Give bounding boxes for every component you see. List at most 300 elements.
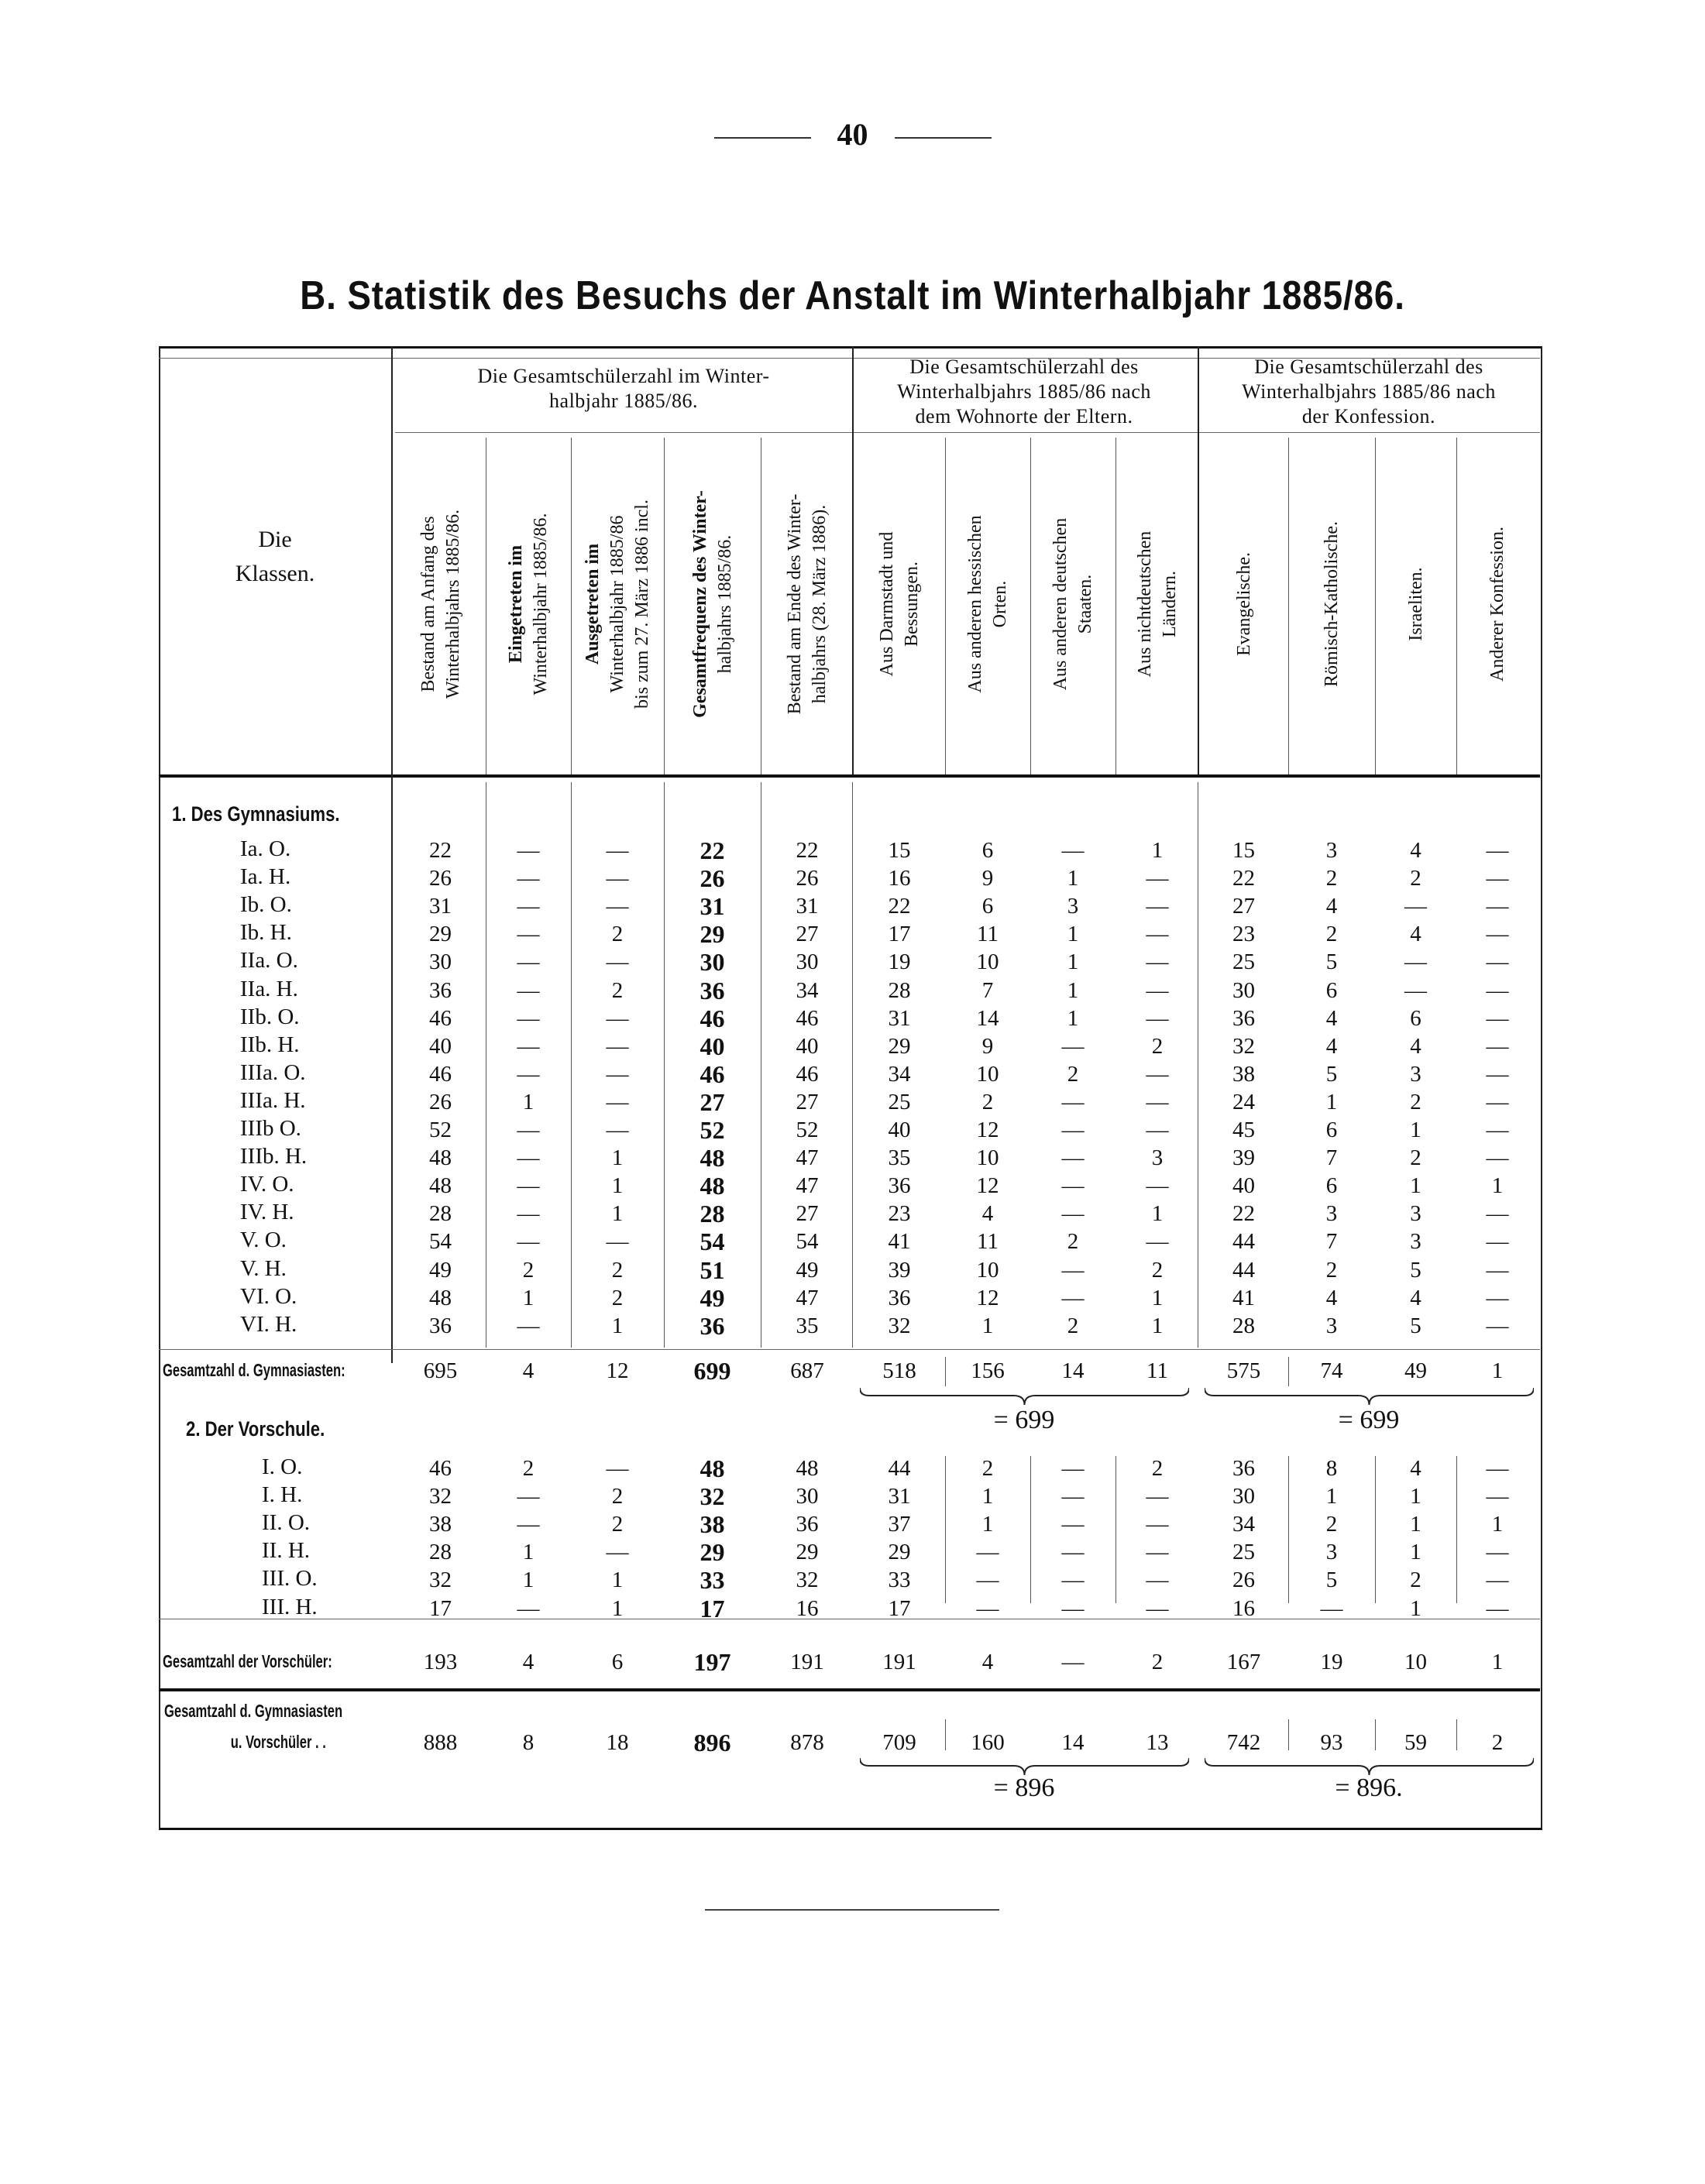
gym-total-cell: 49 bbox=[1404, 1358, 1427, 1383]
gym-row-cell: 36 bbox=[700, 976, 725, 1004]
gym-row-cell: 1 bbox=[522, 1089, 535, 1114]
column-header-12 bbox=[1404, 567, 1428, 640]
gym-row-cell: 4 bbox=[1410, 1033, 1421, 1059]
gym-row-cell: 6 bbox=[1410, 1005, 1421, 1031]
gym-row-cell: 36 bbox=[429, 1313, 452, 1338]
gym-row-cell: 31 bbox=[888, 1005, 911, 1031]
gym-row-cell: — bbox=[1486, 977, 1509, 1003]
gym-row-cell: 4 bbox=[1325, 1033, 1338, 1059]
gym-row-cell: 29 bbox=[700, 920, 725, 949]
column-header-line: Aus Darmstadt und bbox=[877, 531, 897, 677]
gym-row-cell: 27 bbox=[796, 1201, 819, 1227]
gym-row-cell: 25 bbox=[1232, 949, 1255, 975]
gym-row-cell: 48 bbox=[429, 1173, 452, 1199]
vor-total-label: Gesamtzahl der Vorschüler: bbox=[163, 1651, 332, 1671]
gym-row-cell: — bbox=[1146, 894, 1169, 919]
vor-total-cell: — bbox=[1061, 1650, 1085, 1674]
class-label: Ib. O. bbox=[240, 892, 292, 918]
gym-row-cell: 46 bbox=[429, 1061, 452, 1087]
gym-row-cell: 15 bbox=[888, 838, 911, 863]
gym-row-cell: — bbox=[517, 1005, 540, 1031]
class-label: VI. O. bbox=[240, 1283, 297, 1309]
column-header-11 bbox=[1319, 521, 1344, 687]
gym-row-cell: 36 bbox=[1232, 1005, 1255, 1031]
gym-row-cell: 30 bbox=[700, 948, 725, 977]
gym-row-cell: 6 bbox=[981, 894, 994, 919]
column-header-line: Ausgetreten im bbox=[583, 543, 603, 665]
gym-row-cell: 4 bbox=[981, 1201, 994, 1227]
gym-total-cell: 11 bbox=[1146, 1358, 1168, 1383]
klassen-header-line: Klassen. bbox=[235, 561, 315, 586]
vor-total-cell: 10 bbox=[1404, 1650, 1427, 1674]
vor-row-cell: 33 bbox=[888, 1568, 911, 1593]
gym-row-cell: — bbox=[1061, 1201, 1085, 1227]
gym-row-cell: 40 bbox=[1232, 1173, 1255, 1199]
gym-row-cell: 6 bbox=[1325, 1118, 1338, 1142]
gym-row-cell: 29 bbox=[429, 922, 452, 947]
gym-row-cell: 26 bbox=[429, 1089, 452, 1114]
gym-row-cell: 1 bbox=[1151, 1285, 1164, 1310]
class-label: V. H. bbox=[240, 1255, 287, 1281]
gym-row-cell: — bbox=[517, 1229, 540, 1255]
gym-row-cell: 10 bbox=[976, 1257, 999, 1283]
gym-row-cell: 15 bbox=[1232, 838, 1255, 863]
gym-row-cell: 40 bbox=[796, 1033, 819, 1059]
vor-row-cell: — bbox=[1486, 1456, 1509, 1481]
gym-row-cell: — bbox=[1486, 949, 1509, 975]
gym-row-cell: 1 bbox=[981, 1313, 994, 1338]
gym-row-cell: — bbox=[517, 922, 540, 947]
gym-row-cell: 40 bbox=[700, 1032, 725, 1060]
gym-row-cell: — bbox=[517, 949, 540, 975]
gym-row-cell: 4 bbox=[1410, 1285, 1421, 1310]
vor-row-cell: — bbox=[1061, 1456, 1085, 1481]
gym-row-cell: 4 bbox=[1325, 1285, 1338, 1310]
column-rule bbox=[571, 782, 572, 1348]
gym-row-cell: 1 bbox=[1067, 1005, 1079, 1031]
gym-row-cell: 49 bbox=[796, 1257, 819, 1283]
gym-row-cell: 2 bbox=[1325, 866, 1338, 891]
gym-row-cell: 1 bbox=[1067, 949, 1079, 975]
vor-row-cell: 1 bbox=[981, 1484, 994, 1509]
gym-row-cell: 27 bbox=[1232, 894, 1255, 919]
gym-row-cell: 38 bbox=[1232, 1061, 1255, 1087]
gym-row-cell: 2 bbox=[1325, 922, 1338, 947]
class-label: IIb. O. bbox=[240, 1004, 300, 1029]
gym-row-cell: 1 bbox=[1067, 866, 1079, 891]
grand-total-cell: 13 bbox=[1146, 1730, 1169, 1755]
gym-row-cell: 36 bbox=[888, 1173, 911, 1199]
gym-row-cell: — bbox=[1146, 1173, 1169, 1199]
column-header-line: halbjahrs 1885/86. bbox=[714, 534, 735, 674]
vor-row-cell: 26 bbox=[1232, 1568, 1255, 1593]
gym-row-cell: 1 bbox=[1491, 1173, 1504, 1199]
column-rule bbox=[1030, 438, 1031, 774]
column-header-line: Winterhalbjahr 1885/86 bbox=[607, 515, 627, 693]
gym-row-cell: — bbox=[1146, 1089, 1169, 1114]
gym-row-cell: 1 bbox=[1151, 838, 1164, 863]
gym-row-cell: 28 bbox=[1232, 1313, 1255, 1338]
gym-row-cell: 2 bbox=[1151, 1257, 1164, 1283]
grand-total-cell: 93 bbox=[1320, 1730, 1343, 1755]
gym-row-cell: 24 bbox=[1232, 1089, 1255, 1114]
gym-row-cell: 22 bbox=[429, 838, 452, 863]
vor-row-cell: 8 bbox=[1325, 1456, 1338, 1481]
grand-total-cell: 896 bbox=[693, 1729, 731, 1756]
group-header-line: Die Gesamtschülerzahl des bbox=[909, 355, 1139, 378]
gym-row-cell: — bbox=[1486, 1089, 1509, 1114]
gym-total-cell: 695 bbox=[423, 1358, 458, 1383]
gym-row-cell: 4 bbox=[1325, 894, 1338, 919]
gym-row-cell: — bbox=[1146, 1118, 1169, 1142]
vor-total-cell: 167 bbox=[1226, 1650, 1261, 1674]
vor-row-cell: 5 bbox=[1325, 1568, 1338, 1593]
gym-row-cell: 30 bbox=[429, 949, 452, 975]
gym-row-cell: 2 bbox=[1067, 1313, 1079, 1338]
vor-row-cell: 1 bbox=[1325, 1484, 1338, 1509]
column-header-line: bis zum 27. März 1886 incl. bbox=[632, 500, 652, 709]
vor-row-cell: 1 bbox=[522, 1540, 535, 1565]
gym-row-cell: — bbox=[517, 838, 540, 863]
group-header-line: halbjahr 1885/86. bbox=[549, 390, 698, 412]
gym-row-cell: 17 bbox=[888, 922, 911, 947]
gym-wohnort-sum: = 699 bbox=[993, 1406, 1055, 1434]
gym-row-cell: — bbox=[1486, 1313, 1509, 1338]
vor-row-cell: 2 bbox=[522, 1456, 535, 1481]
vor-row-cell: 34 bbox=[1232, 1512, 1255, 1537]
vor-row-cell: 4 bbox=[1410, 1456, 1421, 1481]
vor-row-cell: 1 bbox=[611, 1595, 624, 1621]
column-header-line: halbjahrs (28. März 1886). bbox=[810, 504, 830, 704]
section-vorschule-heading: 2. Der Vorschule. bbox=[186, 1417, 325, 1441]
grand-wohnort-sum: = 896 bbox=[993, 1774, 1055, 1802]
gym-row-cell: 22 bbox=[888, 894, 911, 919]
vor-row-cell: 2 bbox=[981, 1456, 994, 1481]
vor-row-cell: 1 bbox=[1410, 1540, 1421, 1565]
gym-konfession-brace bbox=[1205, 1386, 1534, 1406]
column-header-13 bbox=[1485, 527, 1510, 682]
gym-row-cell: 52 bbox=[429, 1118, 452, 1142]
gym-row-cell: — bbox=[517, 894, 540, 919]
column-rule bbox=[852, 782, 853, 1348]
gym-row-cell: 52 bbox=[700, 1116, 725, 1144]
gym-row-cell: 5 bbox=[1325, 1061, 1338, 1087]
column-header-line: Ländern. bbox=[1160, 571, 1180, 637]
vor-row-cell: 17 bbox=[429, 1595, 452, 1621]
vor-total-cell: 4 bbox=[981, 1650, 994, 1674]
gym-total-cell: 1 bbox=[1491, 1358, 1504, 1383]
class-label: Ia. O. bbox=[240, 836, 291, 861]
gym-row-cell: 49 bbox=[700, 1283, 725, 1312]
vor-row-cell: — bbox=[1061, 1484, 1085, 1509]
column-header-line: Gesamtfrequenz des Winter- bbox=[689, 490, 710, 718]
gym-row-cell: — bbox=[606, 894, 629, 919]
gym-row-cell: 3 bbox=[1410, 1201, 1421, 1227]
gym-row-cell: 9 bbox=[981, 1033, 994, 1059]
gym-row-cell: 26 bbox=[700, 864, 725, 893]
gym-row-cell: — bbox=[1486, 922, 1509, 947]
gym-row-cell: — bbox=[1061, 1118, 1085, 1142]
vor-row-cell: 32 bbox=[429, 1484, 452, 1509]
gym-row-cell: 22 bbox=[796, 838, 819, 863]
klassen-header bbox=[159, 523, 391, 591]
gym-row-cell: 51 bbox=[700, 1255, 725, 1284]
grand-total-cell: 160 bbox=[971, 1730, 1005, 1755]
vor-row-cell: — bbox=[976, 1568, 999, 1593]
gym-row-cell: — bbox=[517, 1313, 540, 1338]
class-label: VI. H. bbox=[240, 1311, 297, 1337]
vor-row-cell: 2 bbox=[1410, 1568, 1421, 1593]
gym-row-cell: 41 bbox=[1232, 1285, 1255, 1310]
gym-row-cell: 1 bbox=[1325, 1089, 1338, 1114]
gym-row-cell: 48 bbox=[700, 1144, 725, 1173]
column-header-line: Anderer Konfession. bbox=[1487, 527, 1507, 682]
gym-row-cell: 27 bbox=[796, 922, 819, 947]
vor-row-cell: — bbox=[1320, 1595, 1343, 1621]
gym-row-cell: 22 bbox=[1232, 866, 1255, 891]
gym-row-cell: — bbox=[517, 1201, 540, 1227]
gym-row-cell: 2 bbox=[611, 1285, 624, 1310]
column-rule bbox=[1375, 438, 1376, 774]
grand-total-cell: 878 bbox=[790, 1730, 824, 1755]
gym-row-cell: 23 bbox=[1232, 922, 1255, 947]
vor-row-cell: 38 bbox=[429, 1512, 452, 1537]
class-label: III. O. bbox=[262, 1566, 318, 1592]
gym-row-cell: — bbox=[606, 1229, 629, 1255]
gym-row-cell: — bbox=[1146, 1005, 1169, 1031]
vor-row-cell: — bbox=[1486, 1595, 1509, 1621]
vor-row-cell: — bbox=[1146, 1595, 1169, 1621]
gym-row-cell: — bbox=[1404, 894, 1427, 919]
gym-row-cell: 9 bbox=[981, 866, 994, 891]
vor-row-cell: — bbox=[1486, 1568, 1509, 1593]
column-header-1 bbox=[416, 510, 466, 699]
gym-total-cell: 575 bbox=[1226, 1358, 1261, 1383]
vor-row-cell: 1 bbox=[981, 1512, 994, 1537]
gym-row-cell: 28 bbox=[888, 977, 911, 1003]
group-header-line: Winterhalbjahrs 1885/86 nach bbox=[897, 380, 1151, 403]
group-header-line: Winterhalbjahrs 1885/86 nach bbox=[1242, 380, 1496, 403]
vor-row-cell: — bbox=[1061, 1568, 1085, 1593]
gym-row-cell: 1 bbox=[1410, 1173, 1421, 1199]
column-header-line: Evangelische. bbox=[1233, 552, 1254, 656]
vor-row-cell: 29 bbox=[796, 1540, 819, 1565]
column-rule bbox=[1456, 438, 1457, 774]
gym-row-cell: 30 bbox=[796, 949, 819, 975]
vor-row-cell: 17 bbox=[888, 1595, 911, 1621]
gym-row-cell: 35 bbox=[796, 1313, 819, 1338]
gym-row-cell: 48 bbox=[429, 1285, 452, 1310]
column-header-line: Aus anderen hessischen bbox=[965, 515, 985, 693]
gym-total-cell: 518 bbox=[882, 1358, 916, 1383]
class-label: IV. O. bbox=[240, 1172, 294, 1197]
gym-row-cell: — bbox=[606, 866, 629, 891]
gym-row-cell: — bbox=[1146, 1229, 1169, 1255]
gym-row-cell: 12 bbox=[976, 1285, 999, 1310]
column-header-line: Eingetreten im bbox=[506, 544, 526, 664]
gym-row-cell: 1 bbox=[1151, 1313, 1164, 1338]
gym-row-cell: 35 bbox=[888, 1145, 911, 1171]
gym-row-cell: 28 bbox=[429, 1201, 452, 1227]
gym-row-cell: — bbox=[606, 1005, 629, 1031]
grand-total-label: u. Vorschüler . . bbox=[230, 1732, 326, 1752]
grand-total-cell: 888 bbox=[423, 1730, 458, 1755]
vor-total-cell: 2 bbox=[1151, 1650, 1164, 1674]
gym-row-cell: 54 bbox=[700, 1228, 725, 1256]
vor-row-cell: 1 bbox=[1410, 1512, 1421, 1537]
vor-row-cell: — bbox=[1486, 1484, 1509, 1509]
gym-total-cell: 74 bbox=[1320, 1358, 1343, 1383]
vor-row-cell: 36 bbox=[1232, 1456, 1255, 1481]
gym-row-cell: 1 bbox=[1067, 922, 1079, 947]
gym-row-cell: 36 bbox=[429, 977, 452, 1003]
grand-total-top-rule bbox=[159, 1688, 1540, 1691]
page-title: B. Statistik des Besuchs der Anstalt im Winterhalbjahr 1885/86. bbox=[300, 273, 1405, 318]
gym-row-cell: 31 bbox=[796, 894, 819, 919]
class-label: IIIa. O. bbox=[240, 1059, 306, 1085]
column-header-line: Orten. bbox=[990, 580, 1010, 628]
vor-row-cell: 1 bbox=[611, 1568, 624, 1593]
gym-row-cell: — bbox=[1486, 894, 1509, 919]
class-label: III. H. bbox=[262, 1594, 318, 1619]
gym-row-cell: 27 bbox=[796, 1089, 819, 1114]
gym-total-cell: 687 bbox=[790, 1358, 824, 1383]
class-label: IIIb O. bbox=[240, 1116, 301, 1141]
vor-row-cell: 17 bbox=[700, 1594, 725, 1623]
gym-row-cell: 2 bbox=[611, 977, 624, 1003]
vor-row-cell: 2 bbox=[1151, 1456, 1164, 1481]
column-header-9 bbox=[1133, 531, 1182, 678]
column-rule bbox=[571, 438, 572, 774]
gym-row-cell: — bbox=[517, 1033, 540, 1059]
gym-row-cell: — bbox=[1486, 838, 1509, 863]
class-label: Ia. H. bbox=[240, 864, 291, 890]
vor-row-cell: — bbox=[976, 1595, 999, 1621]
vor-row-cell: 2 bbox=[611, 1512, 624, 1537]
gym-row-cell: — bbox=[517, 1145, 540, 1171]
gym-row-cell: 2 bbox=[1410, 1145, 1421, 1171]
gym-row-cell: 29 bbox=[888, 1033, 911, 1059]
gym-row-cell: 2 bbox=[611, 922, 624, 947]
gym-row-cell: 31 bbox=[700, 892, 725, 921]
gym-row-cell: — bbox=[1061, 1089, 1085, 1114]
gym-row-cell: 54 bbox=[796, 1229, 819, 1255]
gym-row-cell: 2 bbox=[1151, 1033, 1164, 1059]
gym-row-cell: 1 bbox=[611, 1173, 624, 1199]
gym-row-cell: — bbox=[1061, 1145, 1085, 1171]
vor-row-cell: — bbox=[1061, 1512, 1085, 1537]
class-label: IIa. H. bbox=[240, 976, 298, 1001]
gym-row-cell: — bbox=[1061, 1285, 1085, 1310]
gym-row-cell: 2 bbox=[1067, 1061, 1079, 1087]
gym-row-cell: — bbox=[1486, 1118, 1509, 1142]
class-label: Ib. H. bbox=[240, 920, 292, 946]
gym-row-cell: 10 bbox=[976, 1061, 999, 1087]
gym-row-cell: 47 bbox=[796, 1173, 819, 1199]
class-label: IV. H. bbox=[240, 1200, 294, 1225]
gym-row-cell: — bbox=[517, 1061, 540, 1087]
gym-row-cell: 47 bbox=[796, 1285, 819, 1310]
vor-total-cell: 191 bbox=[882, 1650, 916, 1674]
gym-row-cell: 34 bbox=[888, 1061, 911, 1087]
gym-row-cell: 2 bbox=[981, 1089, 994, 1114]
gym-row-cell: 14 bbox=[976, 1005, 999, 1031]
vor-total-cell: 193 bbox=[423, 1650, 458, 1674]
gym-row-cell: 48 bbox=[429, 1145, 452, 1171]
gym-row-cell: 6 bbox=[1325, 977, 1338, 1003]
class-label: II. O. bbox=[262, 1510, 311, 1536]
vor-row-cell: 16 bbox=[796, 1595, 819, 1621]
gym-row-cell: 4 bbox=[1410, 838, 1421, 863]
gym-row-cell: 1 bbox=[522, 1285, 535, 1310]
gym-wohnort-brace bbox=[860, 1386, 1189, 1406]
gym-row-cell: 45 bbox=[1232, 1118, 1255, 1142]
vor-row-cell: 28 bbox=[429, 1540, 452, 1565]
column-header-line: Winterhalbjahrs 1885/86. bbox=[442, 509, 463, 699]
vor-row-cell: 1 bbox=[1491, 1512, 1504, 1537]
vor-row-cell: 30 bbox=[1232, 1484, 1255, 1509]
gym-row-cell: 12 bbox=[976, 1173, 999, 1199]
gym-row-cell: — bbox=[1486, 1005, 1509, 1031]
gym-row-cell: 1 bbox=[1151, 1201, 1164, 1227]
gym-row-cell: — bbox=[606, 1118, 629, 1142]
vor-row-cell: 29 bbox=[700, 1538, 725, 1567]
gym-row-cell: 3 bbox=[1325, 1201, 1338, 1227]
gym-row-cell: 4 bbox=[1410, 922, 1421, 947]
column-header-5 bbox=[782, 494, 832, 715]
grand-total-cell: 59 bbox=[1404, 1730, 1427, 1755]
gym-row-cell: 36 bbox=[888, 1285, 911, 1310]
vor-row-cell: 36 bbox=[796, 1512, 819, 1537]
gym-row-cell: 46 bbox=[700, 1004, 725, 1032]
column-header-line: Aus anderen deutschen bbox=[1050, 517, 1071, 691]
vor-row-cell: — bbox=[517, 1484, 540, 1509]
gym-row-cell: — bbox=[606, 838, 629, 863]
gym-row-cell: — bbox=[517, 866, 540, 891]
gym-row-cell: 40 bbox=[888, 1118, 911, 1142]
vor-row-cell: 32 bbox=[796, 1568, 819, 1593]
gym-total-cell: 12 bbox=[606, 1358, 629, 1383]
gym-total-cell: 699 bbox=[693, 1357, 731, 1385]
gym-row-cell: — bbox=[1146, 977, 1169, 1003]
gym-row-cell: 4 bbox=[1325, 1005, 1338, 1031]
section-gymnasium-heading: 1. Des Gymnasiums. bbox=[172, 802, 340, 826]
gym-row-cell: 34 bbox=[796, 977, 819, 1003]
column-header-8 bbox=[1048, 518, 1098, 691]
gym-row-cell: 2 bbox=[1067, 1229, 1079, 1255]
gym-row-cell: — bbox=[606, 1033, 629, 1059]
gym-row-cell: 1 bbox=[611, 1201, 624, 1227]
gym-konfession-sum: = 699 bbox=[1338, 1406, 1400, 1434]
vor-row-cell: — bbox=[1061, 1540, 1085, 1565]
gym-row-cell: 2 bbox=[1325, 1257, 1338, 1283]
gym-row-cell: — bbox=[517, 1118, 540, 1142]
gym-row-cell: — bbox=[1486, 1033, 1509, 1059]
gym-row-cell: — bbox=[606, 1089, 629, 1114]
gym-row-cell: 32 bbox=[888, 1313, 911, 1338]
vor-row-cell: — bbox=[606, 1540, 629, 1565]
vor-row-cell: 32 bbox=[700, 1482, 725, 1511]
class-label: II. H. bbox=[262, 1538, 311, 1564]
gym-row-cell: 10 bbox=[976, 1145, 999, 1171]
column-header-line: Israeliten. bbox=[1405, 567, 1426, 641]
vor-row-cell: — bbox=[1061, 1595, 1085, 1621]
group-header-konfession bbox=[1199, 355, 1538, 429]
gym-row-cell: 52 bbox=[796, 1118, 819, 1142]
grand-total-cell: 8 bbox=[522, 1730, 535, 1755]
gym-row-cell: 48 bbox=[700, 1172, 725, 1200]
gym-row-cell: 7 bbox=[1325, 1229, 1338, 1255]
